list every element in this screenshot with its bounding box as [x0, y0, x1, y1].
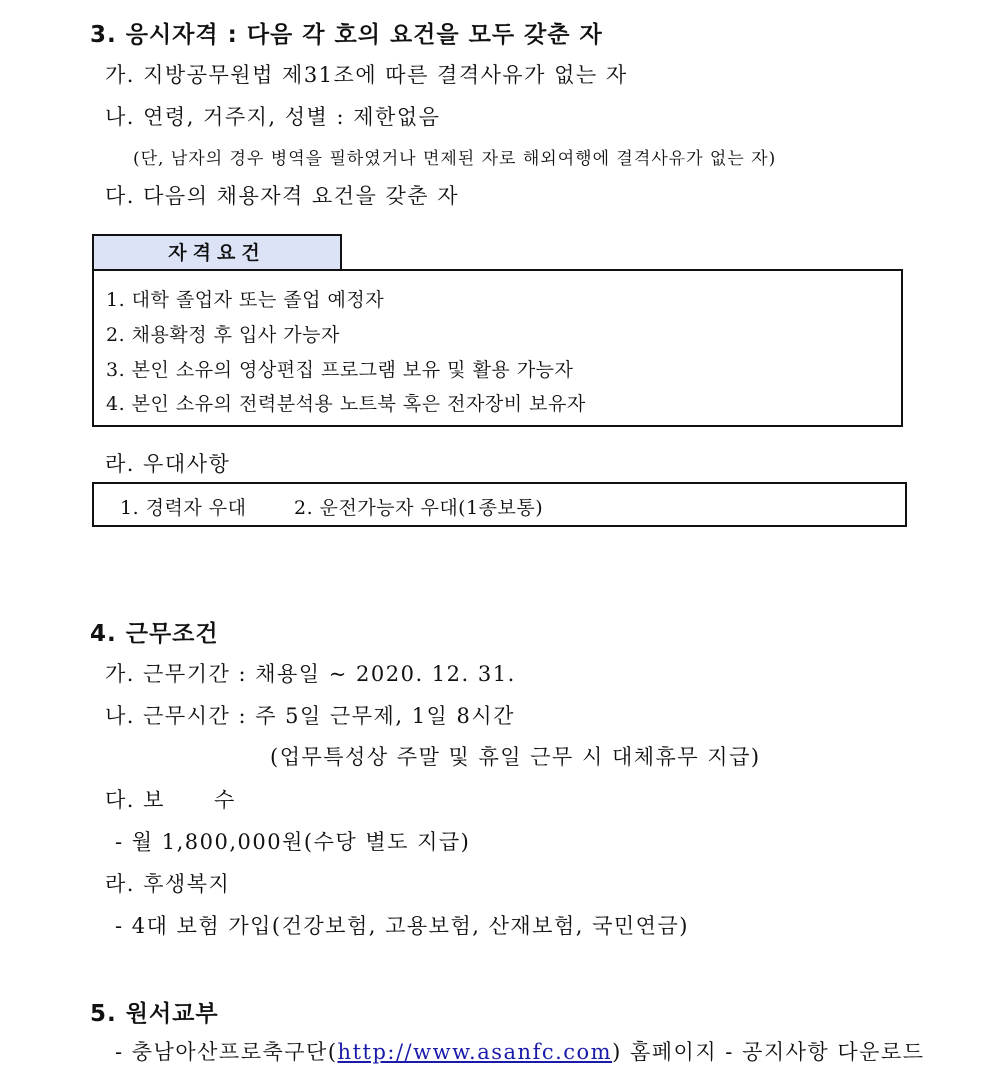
- pay-detail: - 월 1,800,000원(수당 별도 지급): [115, 830, 471, 854]
- preference-item: 1. 경력자 우대: [120, 497, 247, 519]
- preferences-box: [92, 482, 907, 527]
- work-hours-note: (업무특성상 주말 및 휴일 근무 시 대체휴무 지급): [270, 745, 761, 769]
- section-5-heading: 5. 원서교부: [90, 1001, 219, 1027]
- section-4-heading: 4. 근무조건: [90, 621, 219, 647]
- welfare-label: 라. 후생복지: [105, 872, 231, 896]
- requirements-header: 자격요건: [92, 234, 342, 270]
- pay-label: 다. 보 수: [105, 788, 236, 812]
- requirement-item: 1. 대학 졸업자 또는 졸업 예정자: [106, 289, 385, 311]
- requirements-box: [92, 269, 903, 427]
- application-download-line: [115, 1036, 925, 1066]
- requirement-item: 3. 본인 소유의 영상편집 프로그램 보유 및 활용 가능자: [106, 359, 574, 381]
- requirement-item: 4. 본인 소유의 전력분석용 노트북 혹은 전자장비 보유자: [106, 393, 586, 415]
- requirement-item: 2. 채용확정 후 입사 가능자: [106, 324, 340, 346]
- application-line-prefix: - 충남아산프로축구단(: [115, 1040, 338, 1064]
- qualification-item-ga: 가. 지방공무원법 제31조에 따른 결격사유가 없는 자: [105, 63, 628, 87]
- welfare-detail: - 4대 보험 가입(건강보험, 고용보험, 산재보험, 국민연금): [115, 914, 689, 938]
- application-line-suffix: ) 홈페이지 - 공지사항 다운로드: [612, 1040, 925, 1064]
- section-3-heading: 3. 응시자격 : 다음 각 호의 요건을 모두 갖춘 자: [90, 22, 603, 48]
- qualification-item-na-note: (단, 남자의 경우 병역을 필하였거나 면제된 자로 해외여행에 결격사유가 없는 자): [133, 149, 777, 169]
- asanfc-website-link[interactable]: http://www.asanfc.com: [337, 1040, 613, 1064]
- qualification-item-da: 다. 다음의 채용자격 요건을 갖춘 자: [105, 184, 460, 208]
- work-period: 가. 근무기간 : 채용일 ~ 2020. 12. 31.: [105, 662, 516, 686]
- qualification-item-na: 나. 연령, 거주지, 성별 : 제한없음: [105, 105, 441, 129]
- preference-item: 2. 운전가능자 우대(1종보통): [294, 497, 544, 519]
- preference-heading: 라. 우대사항: [105, 452, 231, 476]
- work-hours: 나. 근무시간 : 주 5일 근무제, 1일 8시간: [105, 704, 515, 728]
